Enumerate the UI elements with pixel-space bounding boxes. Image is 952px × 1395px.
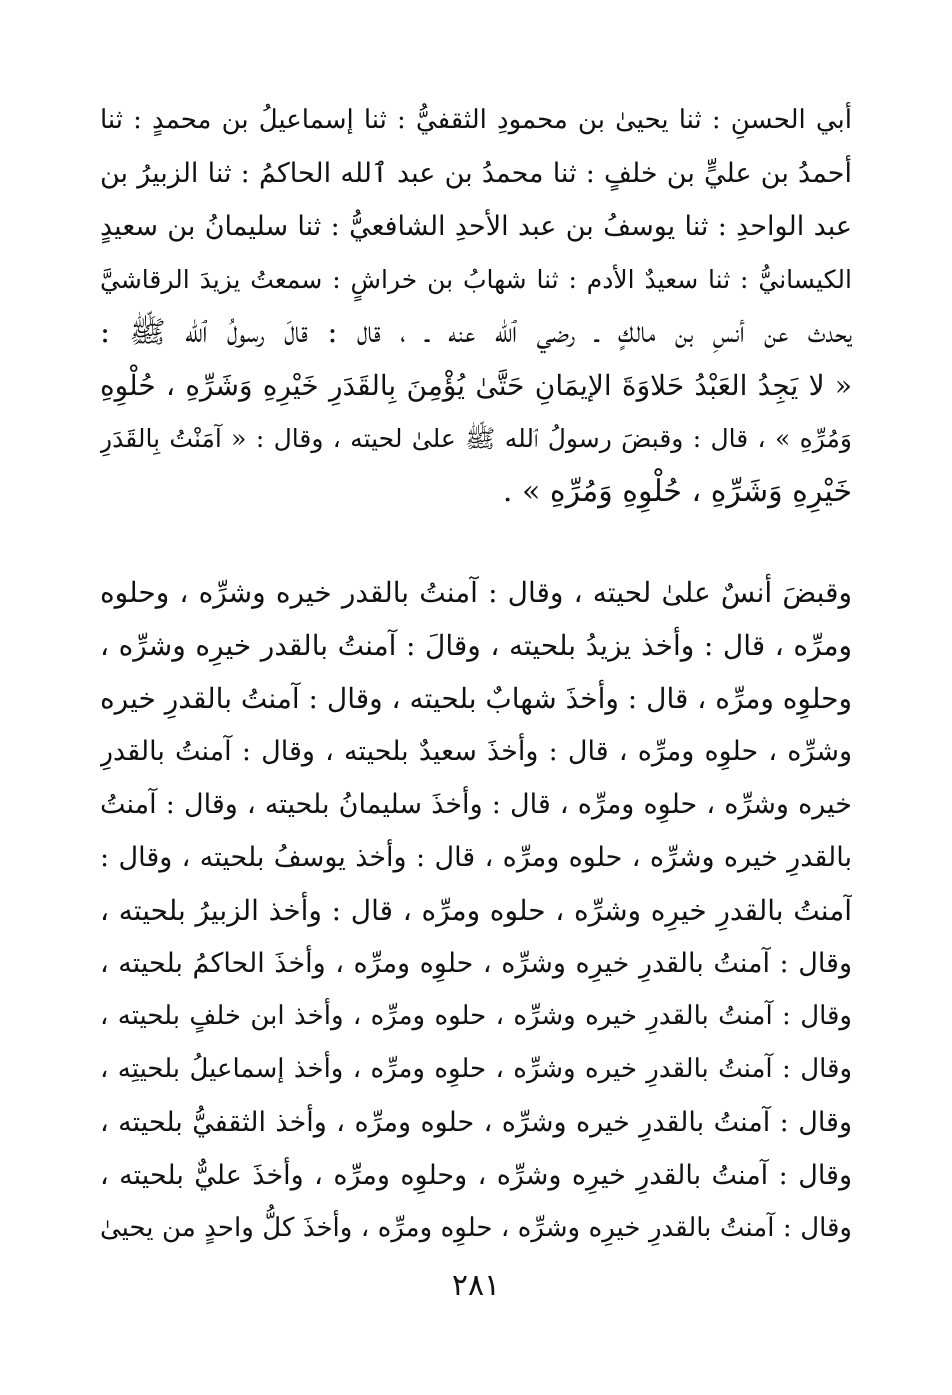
chain-paragraph [100, 566, 852, 1255]
text-line: آمنتُ بالقدرِ خيرِه وشرِّه ، حلوه ومرِّه ، قال : وأخذ الزبيرُ بلحيته ، [100, 894, 852, 927]
hadith-isnad-paragraph [100, 94, 852, 518]
text-line: يحدث عن أنسِ بن مالكٍ ـ رضي ٱلله عنه ـ ، قال : قالَ رسولُ ٱلله ﷺ : [100, 315, 852, 350]
text-line: وقال : آمنتُ بالقدرِ خيره وشرِّه ، حلوه ومرِّه ، وأخذ الثقفيُّ بلحيته ، [100, 1107, 852, 1138]
text-line: خَيْرِهِ وَشَرِّهِ ، حُلْوِهِ وَمُرِّهِ » . [502, 474, 852, 509]
text-line: بالقدرِ خيره وشرِّه ، حلوه ومرِّه ، قال : وأخذ يوسفُ بلحيته ، وقال : [100, 842, 852, 873]
text-line: وقال : آمنتُ بالقدرِ خيرِه وشرِّه ، حلوِه ومرِّه ، وأخذَ كلُّ واحدٍ من يحيىٰ [100, 1213, 852, 1243]
text-line: وَمُرِّهِ » ، قال : وقبضَ رسولُ ٱلله ﷺ علىٰ لحيته ، وقال : « آمَنْتُ بِالقَدَرِ [100, 424, 852, 453]
text-line: الكيسانيُّ : ثنا سعيدٌ الأدم : ثنا شهابُ بن خراشٍ : سمعتُ يزيدَ الرقاشيَّ [100, 265, 852, 294]
text-line: وشرِّه ، حلوِه ومرِّه ، قال : وأخذَ سعيدٌ بلحيته ، وقال : آمنتُ بالقدرِ [100, 736, 852, 767]
text-line: خيره وشرِّه ، حلوِه ومرِّه ، قال : وأخذَ سليمانُ بلحيته ، وقال : آمنتُ [100, 789, 852, 820]
text-line: وحلوِه ومرِّه ، قال : وأخذَ شهابٌ بلحيته ، وقال : آمنتُ بالقدرِ خيره [100, 682, 852, 715]
text-line: ومرِّه ، قال : وأخذ يزيدُ بلحيته ، وقالَ : آمنتُ بالقدر خيرِه وشرِّه ، [100, 629, 852, 662]
text-line: أحمدُ بن عليٍّ بن خلفٍ : ثنا محمدُ بن عبد ٱلله الحاكمُ : ثنا الزبيرُ بن [100, 158, 852, 189]
text-line: « لا يَجِدُ العَبْدُ حَلاوَةَ الإيمَانِ حَتَّىٰ يُؤْمِنَ بِالقَدَرِ خَيْرِهِ وَشَرِّهِ ، حُلْوِهِ [100, 369, 852, 402]
text-line: وقال : آمنتُ بالقدرِ خيره وشرِّه ، حلوه ومرِّه ، وأخذ ابن خلفٍ بلحيته ، [100, 1001, 852, 1031]
text-line: وقال : آمنتُ بالقدرِ خيره وشرِّه ، حلوِه ومرِّه ، وأخذ إسماعيلُ بلحيتِه ، [100, 1054, 852, 1084]
page-number: ٢٨١ [451, 1268, 501, 1303]
text-line: وقال : آمنتُ بالقدرِ خيرِه وشرِّه ، وحلوِه ومرِّه ، وأخذَ عليٌّ بلحيته ، [100, 1160, 852, 1191]
text-line: أبي الحسنِ : ثنا يحيىٰ بن محمودِ الثقفيُّ : ثنا إسماعيلُ بن محمدٍ : ثنا [100, 105, 852, 135]
text-line: وقال : آمنتُ بالقدرِ خيرِه وشرِّه ، حلوِه ومرِّه ، وأخذَ الحاكمُ بلحيته ، [100, 948, 852, 979]
text-line: عبد الواحدِ : ثنا يوسفُ بن عبد الأحدِ الشافعيُّ : ثنا سليمانُ بن سعيدٍ [100, 211, 852, 242]
text-line: وقبضَ أنسٌ علىٰ لحيته ، وقال : آمنتُ بالقدر خيره وشرِّه ، وحلوه [100, 576, 852, 609]
